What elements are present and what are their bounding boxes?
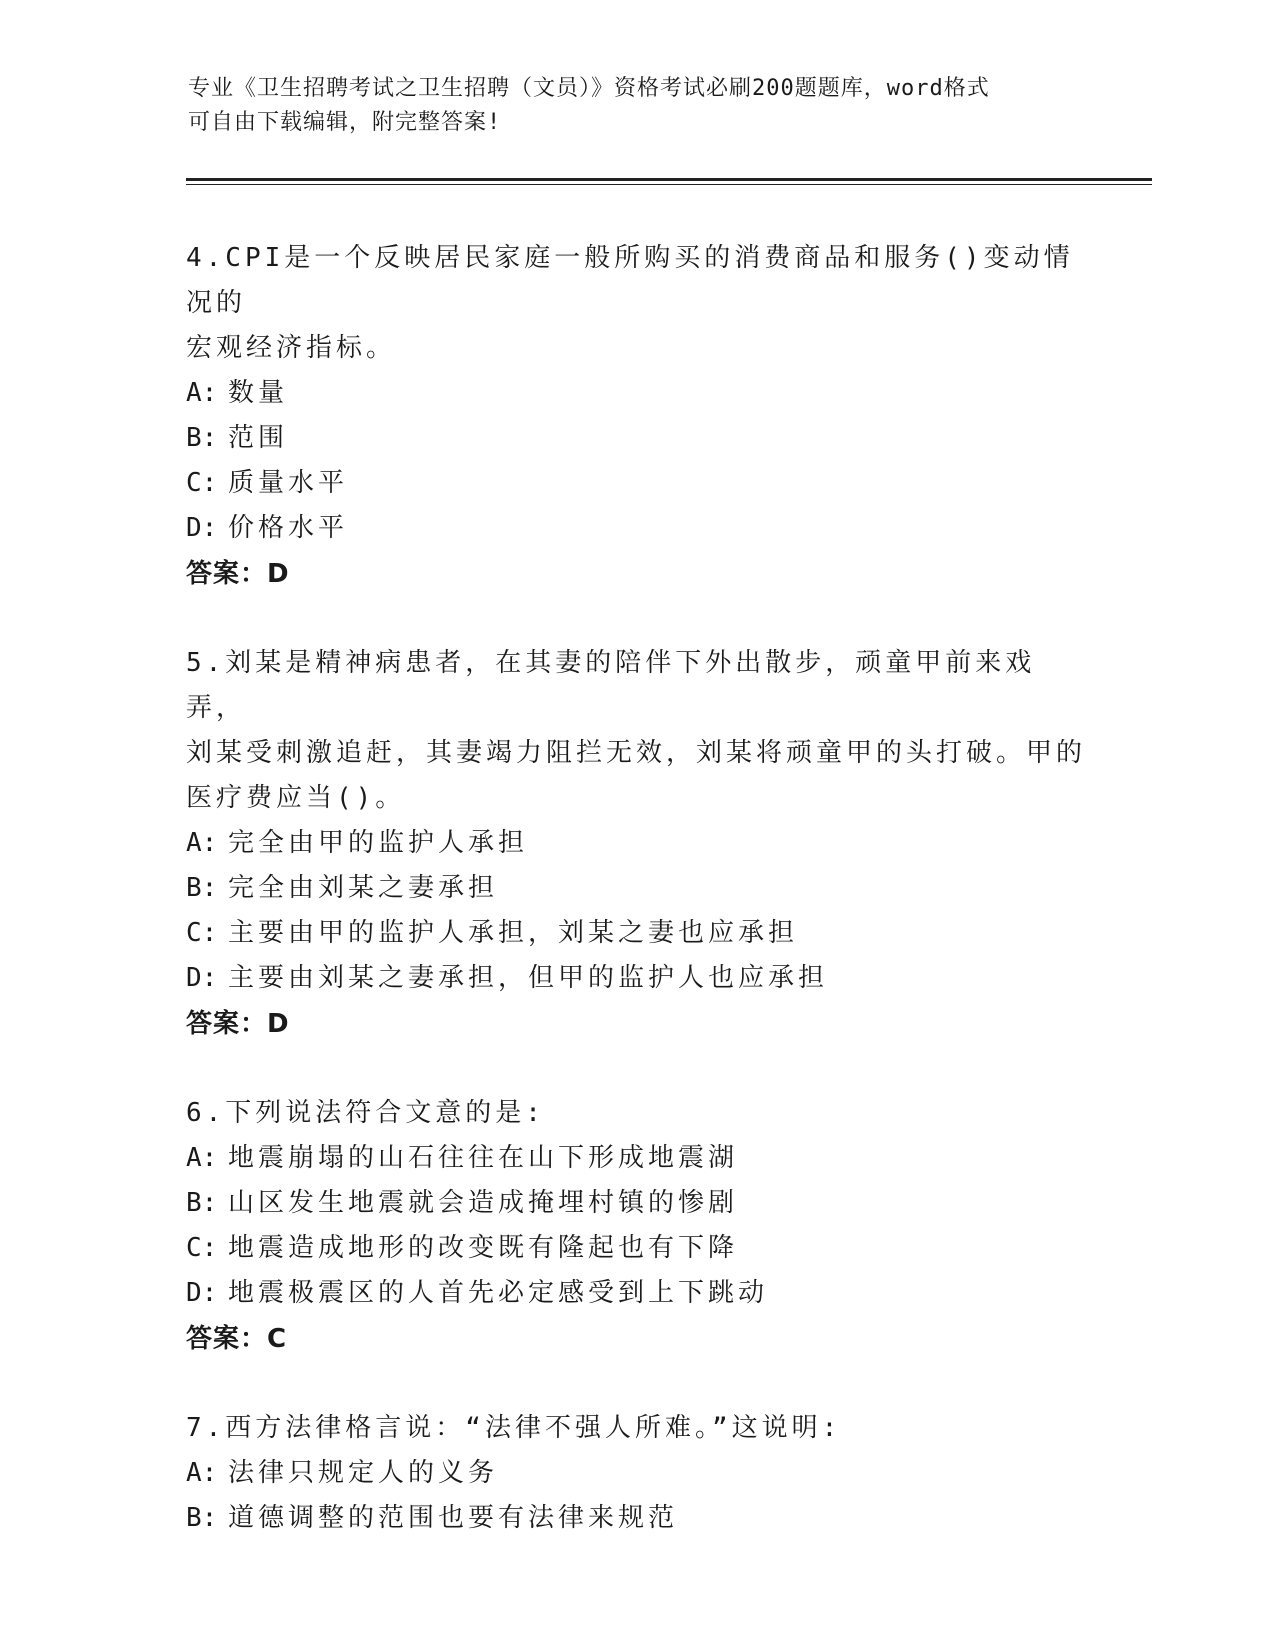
option-text: 地震极震区的人首先必定感受到上下跳动 [228,1278,769,1308]
option-b [186,416,1086,461]
option-b [186,1496,1086,1541]
question-text-line: 6.下列说法符合文意的是: [186,1098,545,1128]
question-text-line: 医疗费应当()。 [186,783,406,813]
question-4 [186,236,1086,597]
question-text-line: 4.CPI是一个反映居民家庭一般所购买的消费商品和服务()变动情况的 [186,243,1074,318]
option-d [186,506,1086,551]
option-text: 法律只规定人的义务 [228,1458,499,1488]
option-letter: C: [186,1233,218,1263]
question-text-line: 5.刘某是精神病患者，在其妻的陪伴下外出散步，顽童甲前来戏弄， [186,648,1036,723]
answer-line: 答案：D [186,1009,290,1039]
question-6 [186,1091,1086,1362]
option-text: 数量 [228,378,289,408]
option-letter: A: [186,378,218,408]
option-text: 范围 [228,423,289,453]
option-b [186,1181,1086,1226]
option-a [186,371,1086,416]
header-line-1: 专业《卫生招聘考试之卫生招聘（文员）》资格考试必刷200题题库，word格式 [188,76,990,101]
question-text-line: 刘某受刺激追赶，其妻竭力阻拦无效，刘某将顽童甲的头打破。甲的 [186,738,1087,768]
option-letter: B: [186,423,218,453]
option-c [186,461,1086,506]
option-text: 地震崩塌的山石往往在山下形成地震湖 [228,1143,739,1173]
option-text: 完全由甲的监护人承担 [228,828,529,858]
header-divider-thick [186,178,1152,181]
option-letter: D: [186,513,218,543]
option-letter: C: [186,468,218,498]
header-line-2: 可自由下载编辑，附完整答案! [188,110,502,135]
option-text: 山区发生地震就会造成掩埋村镇的惨剧 [228,1188,739,1218]
option-b [186,866,1086,911]
option-a [186,821,1086,866]
option-letter: A: [186,1143,218,1173]
option-letter: A: [186,828,218,858]
option-text: 完全由刘某之妻承担 [228,873,499,903]
question-7 [186,1406,1086,1541]
option-letter: B: [186,873,218,903]
option-c [186,1226,1086,1271]
option-text: 地震造成地形的改变既有隆起也有下降 [228,1233,739,1263]
option-text: 主要由甲的监护人承担，刘某之妻也应承担 [228,918,799,948]
answer-line: 答案：C [186,1324,288,1354]
option-a [186,1451,1086,1496]
option-letter: B: [186,1188,218,1218]
question-text-line: 7.西方法律格言说：“法律不强人所难。”这说明: [186,1413,842,1443]
question-5 [186,641,1086,1047]
option-d [186,956,1086,1001]
option-a [186,1136,1086,1181]
option-text: 价格水平 [228,513,349,543]
question-list [186,236,1086,1585]
header-divider-thin [186,184,1152,185]
option-letter: A: [186,1458,218,1488]
option-letter: C: [186,918,218,948]
option-c [186,911,1086,956]
option-text: 道德调整的范围也要有法律来规范 [228,1503,679,1533]
option-d [186,1271,1086,1316]
answer-line: 答案：D [186,559,290,589]
option-letter: D: [186,1278,218,1308]
option-text: 质量水平 [228,468,349,498]
option-letter: B: [186,1503,218,1533]
document-header [188,72,1068,140]
question-text-line: 宏观经济指标。 [186,333,397,363]
option-text: 主要由刘某之妻承担，但甲的监护人也应承担 [228,963,829,993]
option-letter: D: [186,963,218,993]
